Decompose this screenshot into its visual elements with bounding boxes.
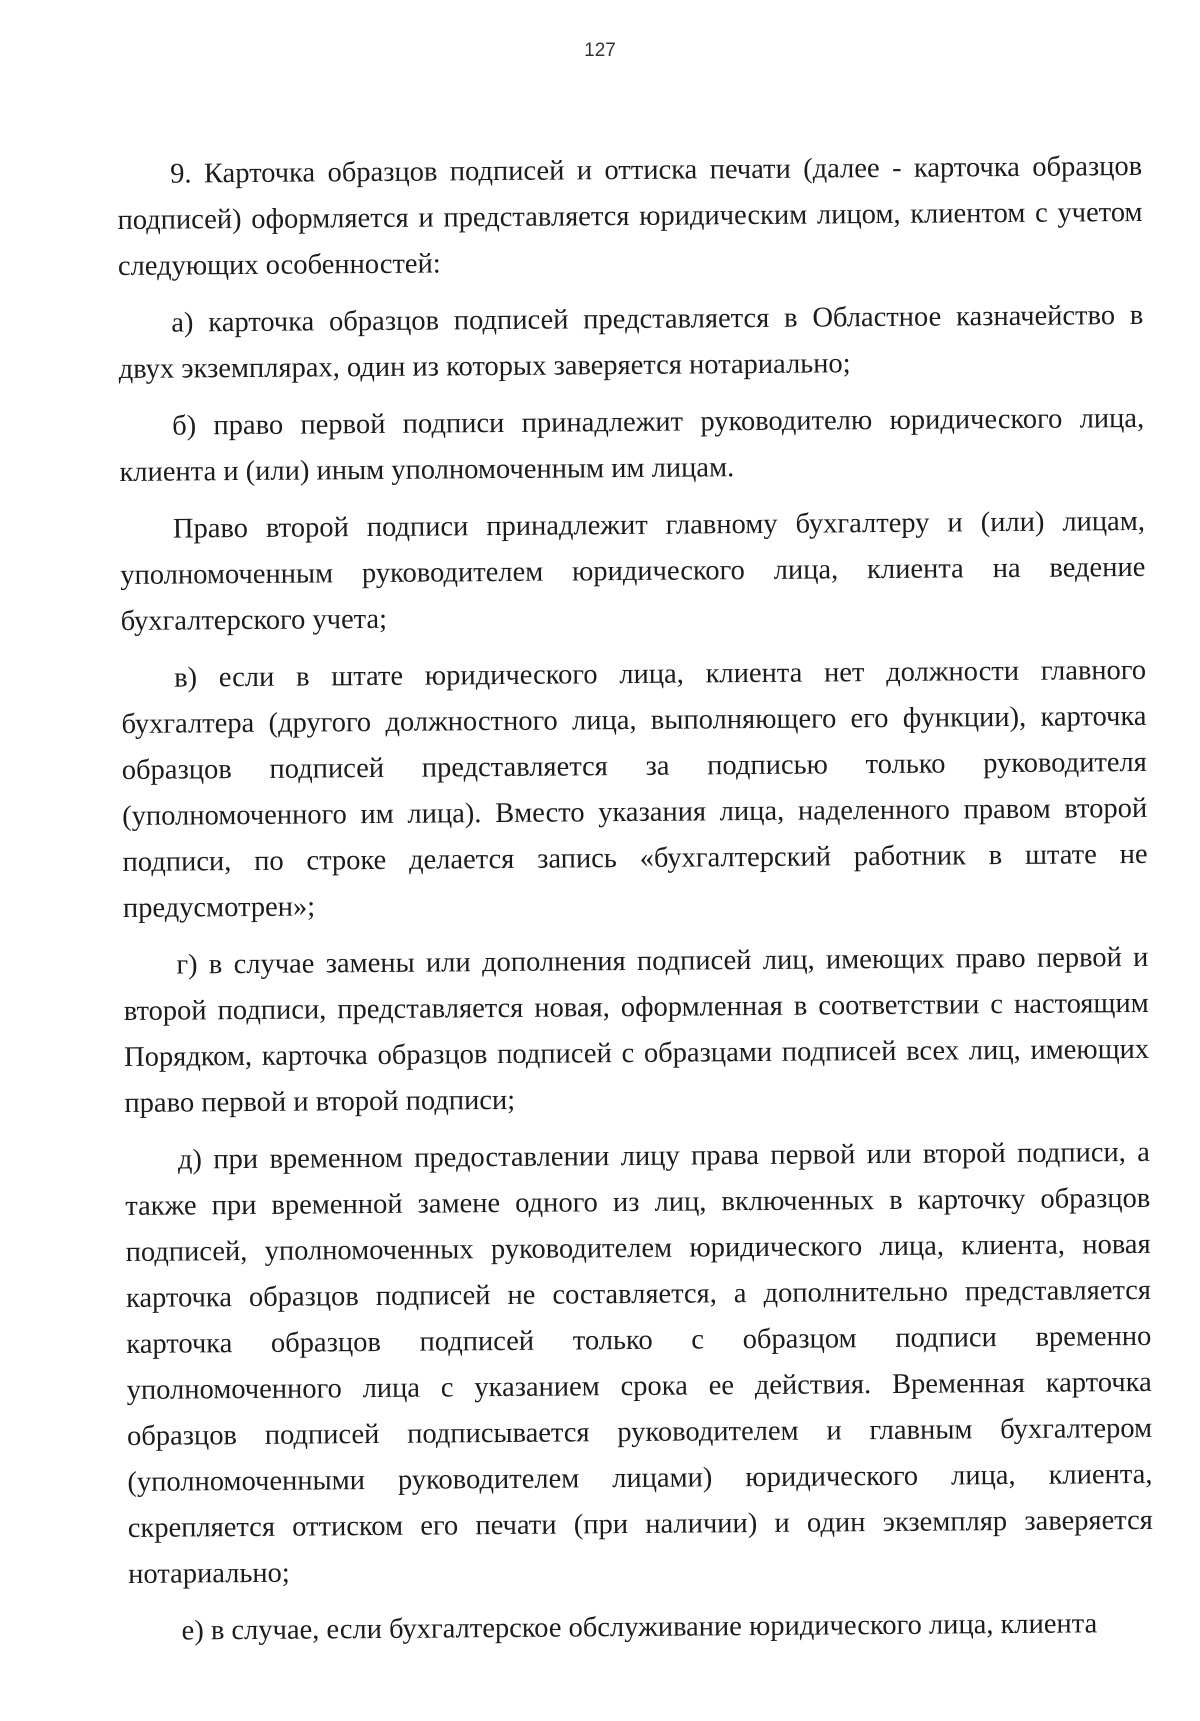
document-body bbox=[117, 144, 1154, 1655]
paragraph-g: г) в случае замены или дополнения подписей лиц, имеющих право первой и второй подписи, представляется новая, оформленная в соответствии с настоящим Порядком, карточка образцов подписей с образцами подписей всех лиц, имеющих право первой и второй подписи; bbox=[123, 941, 1150, 1119]
paragraph-second-signature: Право второй подписи принадлежит главному бухгалтеру и (или) лицам, уполномоченным руководителем юридического лица, клиента на ведение бухгалтерского учета; bbox=[120, 505, 1146, 637]
paragraph-d: д) при временном предоставлении лицу права первой или второй подписи, а также при временной замене одного из лиц, включенных в карточку образцов подписей, уполномоченных руководителем юридического лица, клиента, новая карточка образцов подписей не составляется, а дополнительно представляется карточка образцов подписей только с образцом подписи временно уполномоченного лица с указанием срока ее действия. Временная карточка образцов подписей подписывается руководителем и главным бухгалтером (уполномоченными руководителем лицами) юридического лица, клиента, скрепляется оттиском его печати (при наличии) и один экземпляр заверяется нотариально; bbox=[125, 1136, 1153, 1590]
paragraph-9: 9. Карточка образцов подписей и оттиска печати (далее - карточка образцов подписей) оформляется и представляется юридическим лицом, клиентом с учетом следующих особенностей: bbox=[117, 150, 1143, 282]
paragraph-b: б) право первой подписи принадлежит руководителю юридического лица, клиента и (или) иным уполномоченным им лицам. bbox=[119, 402, 1145, 488]
paragraph-e: е) в случае, если бухгалтерское обслуживание юридического лица, клиента bbox=[181, 1608, 1098, 1647]
page-number: 127 bbox=[584, 40, 616, 61]
paragraph-a: а) карточка образцов подписей представляется в Областное казначейство в двух экземплярах, один из которых заверяется нотариально; bbox=[118, 299, 1144, 385]
paragraph-v: в) если в штате юридического лица, клиента нет должности главного бухгалтера (другого должностного лица, выполняющего его функции), карточка образцов подписей представляется за подписью только руководителя (уполномоченного им лица). Вместо указания лица, наделенного правом второй подписи, по строке делается запись «бухгалтерский работник в штате не предусмотрен»; bbox=[121, 654, 1148, 924]
